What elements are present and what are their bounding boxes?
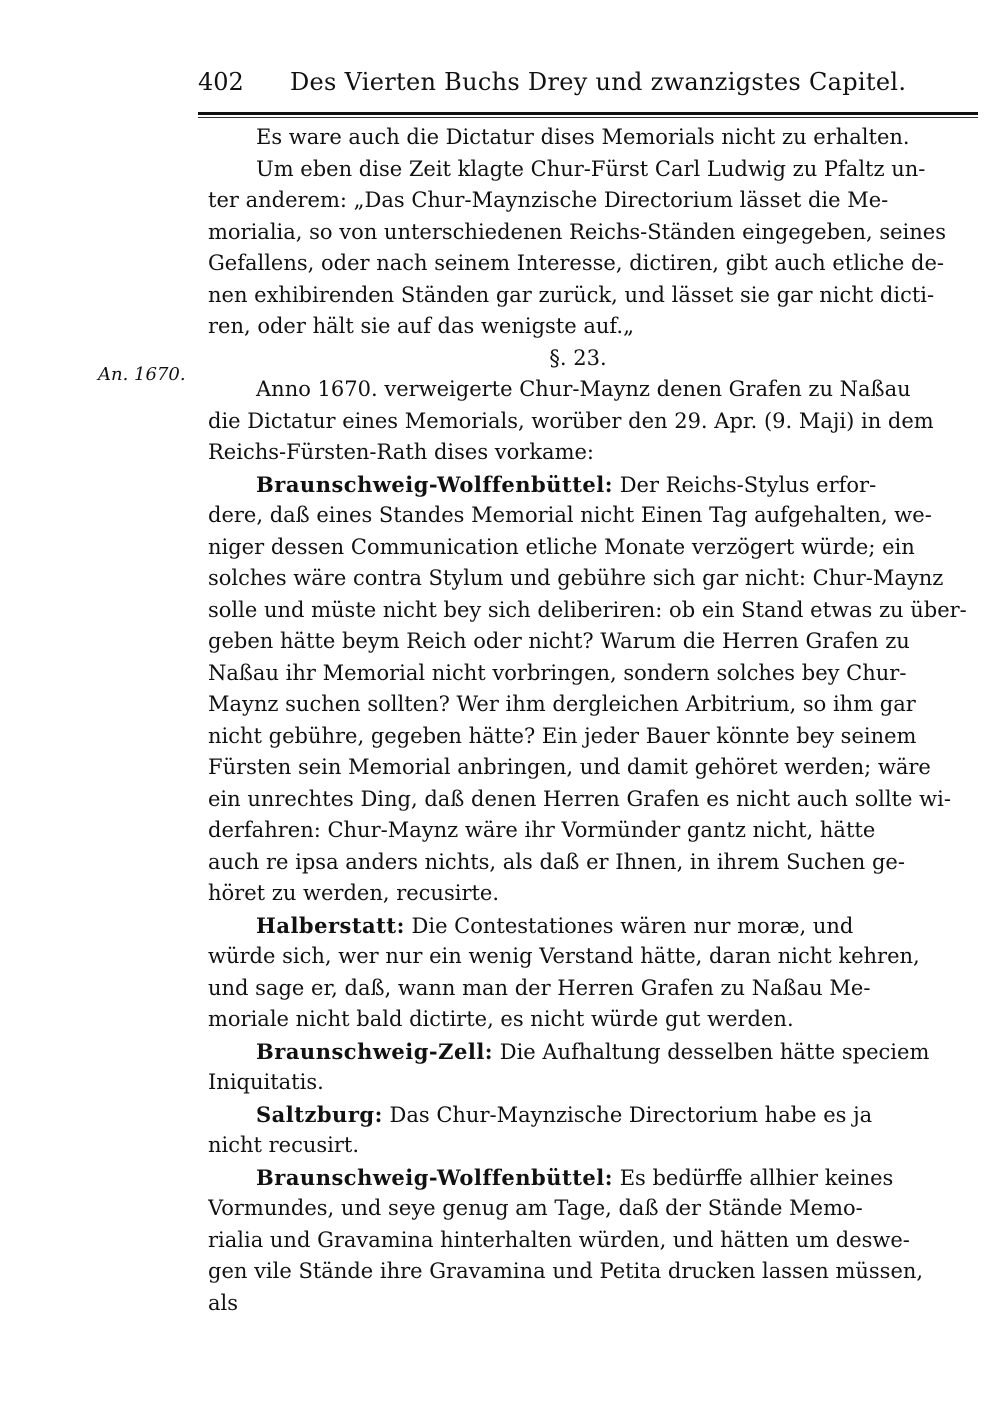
text-line: nicht gebühre, gegeben hätte? Ein jeder Bauer könnte bey seinem (208, 723, 917, 748)
text-line: Um eben dise Zeit klagte Chur-Fürst Carl Ludwig zu Pfaltz un- (256, 156, 926, 181)
header-rule (198, 112, 978, 115)
page-header (198, 64, 988, 104)
text-line: die Dictatur eines Memorials, worüber den 29. Apr. (9. Maji) in dem (208, 408, 934, 433)
text-line: niger dessen Communication etliche Monate verzögert würde; ein (208, 534, 915, 559)
text-line: solle und müste nicht bey sich deliberiren: ob ein Stand etwas zu über- (208, 597, 967, 622)
text-line: gen vile Stände ihre Gravamina und Petita drucken lassen müssen, (208, 1259, 924, 1283)
text-line: auch re ipsa anders nichts, als daß er Ihnen, in ihrem Suchen ge- (208, 849, 905, 874)
text-line: Gefallens, oder nach seinem Interesse, dictiren, gibt auch etliche de- (208, 251, 944, 275)
speaker-name: Halberstatt: (256, 912, 405, 938)
text-line (208, 1036, 988, 1068)
text-line: ter anderem: „Das Chur-Maynzische Directorium lässet die Me- (208, 188, 889, 212)
text-line: derfahren: Chur-Maynz wäre ihr Vormünder gantz nicht, hätte (208, 818, 876, 842)
text-line: Anno 1670. verweigerte Chur-Maynz denen Grafen zu Naßau (256, 377, 911, 401)
text-line: geben hätte beym Reich oder nicht? Warum die Herren Grafen zu (208, 629, 910, 653)
text-line: Iniquitatis. (208, 1070, 324, 1094)
speaker-name: Braunschweig-Zell: (256, 1038, 494, 1064)
text-line: rialia und Gravamina hinterhalten würden, und hätten um deswe- (208, 1227, 910, 1252)
page-number: 402 (198, 68, 244, 96)
text-line: nen exhibirenden Ständen gar zurück, und lässet sie gar nicht dicti- (208, 282, 935, 307)
text-line: als (208, 1290, 239, 1315)
text-line: moriale nicht bald dictirte, es nicht würde gut werden. (208, 1007, 794, 1031)
body-text (208, 122, 988, 1319)
text-line (208, 1099, 988, 1131)
text-line: und sage er, daß, wann man der Herren Grafen zu Naßau Me- (208, 975, 871, 1000)
text-line: Es ware auch die Dictatur dises Memorials nicht zu erhalten. (256, 125, 910, 149)
speaker-statement: Die Contestationes wären nur moræ, und (411, 913, 854, 938)
speaker-name: Saltzburg: (256, 1101, 383, 1127)
speaker-name: Braunschweig-Wolffenbüttel: (256, 1164, 613, 1190)
text-line: Naßau ihr Memorial nicht vorbringen, sondern solches bey Chur- (208, 660, 907, 685)
text-line: würde sich, wer nur ein wenig Verstand hätte, daran nicht kehren, (208, 944, 920, 968)
speaker-statement: Das Chur-Maynzische Directorium habe es ja (389, 1102, 873, 1127)
speaker-statement: Der Reichs-Stylus erfor- (619, 472, 877, 497)
text-line: Vormundes, und seye genug am Tage, daß der Stände Memo- (208, 1196, 863, 1220)
text-line: morialia, so von unterschiedenen Reichs-Ständen eingegeben, seines (208, 219, 946, 244)
text-line: Maynz suchen sollten? Wer ihm dergleichen Arbitrium, so ihm gar (208, 692, 916, 716)
speaker-statement: Die Aufhaltung desselben hätte speciem (499, 1039, 930, 1064)
running-title: Des Vierten Buchs Drey und zwanzigstes Capitel. (290, 68, 907, 96)
text-line (208, 1162, 988, 1194)
text-line (208, 469, 988, 501)
text-line: dere, daß eines Standes Memorial nicht Einen Tag aufgehalten, we- (208, 503, 932, 527)
text-line: höret zu werden, recusirte. (208, 881, 500, 905)
text-line: solches wäre contra Stylum und gebühre sich gar nicht: Chur-Maynz (208, 566, 944, 590)
section-number: §. 23. (549, 345, 607, 370)
text-line (208, 910, 988, 942)
text-line: ren, oder hält sie auf das wenigste auf.„ (208, 314, 634, 338)
text-line: nicht recusirt. (208, 1133, 360, 1157)
margin-note-year: An. 1670. (98, 364, 186, 385)
text-line: ein unrechtes Ding, daß denen Herren Grafen es nicht auch sollte wi- (208, 786, 951, 811)
header-rule-thin (198, 117, 978, 118)
text-line: Fürsten sein Memorial anbringen, und damit gehöret werden; wäre (208, 755, 931, 779)
speaker-name: Braunschweig-Wolffenbüttel: (256, 471, 613, 497)
speaker-statement: Es bedürffe allhier keines (619, 1165, 894, 1190)
text-line: Reichs-Fürsten-Rath dises vorkame: (208, 440, 594, 464)
